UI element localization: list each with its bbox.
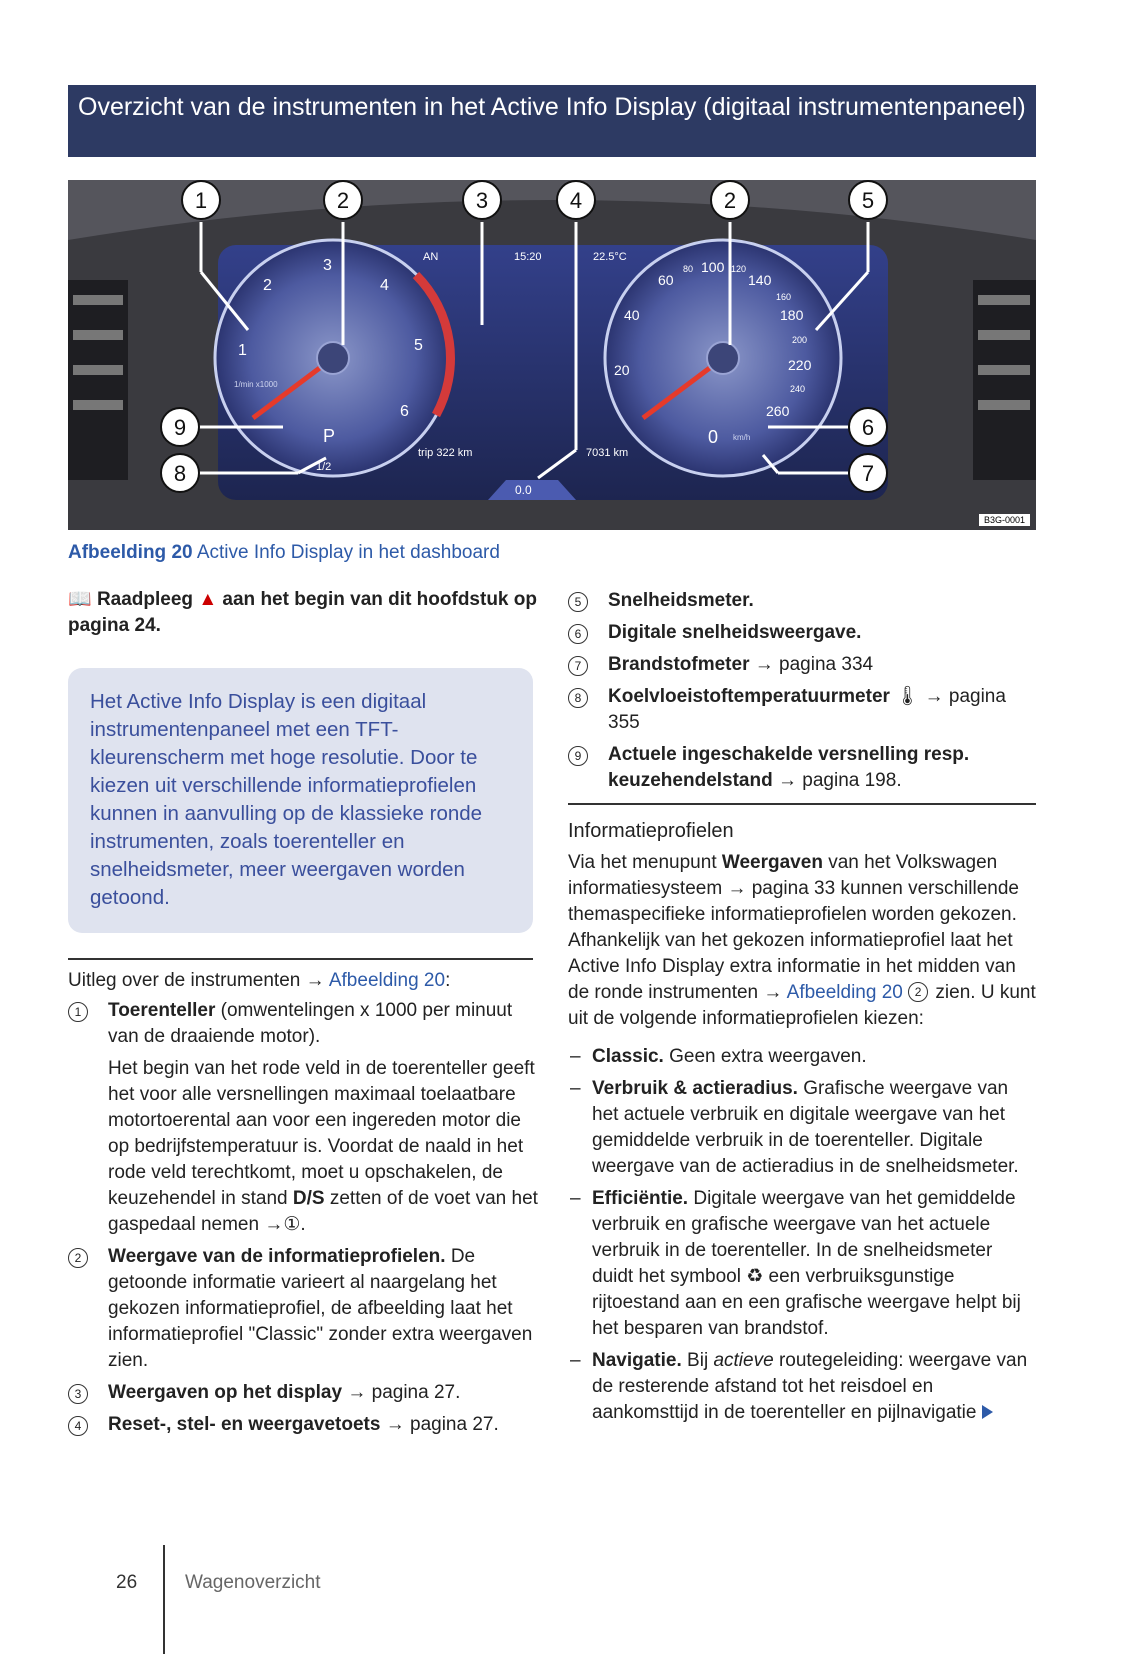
num-6-icon: 6: [568, 624, 588, 644]
speedo-tick-label: 80: [683, 264, 694, 274]
clock: 15:20: [514, 251, 542, 263]
page-number: 26: [116, 1572, 138, 1593]
speedo-tick-label: 200: [792, 335, 808, 345]
speedo-tick-label: 240: [790, 384, 806, 394]
warning-ref-icon: ①: [283, 1214, 301, 1235]
speedo-hub: [707, 342, 739, 374]
continue-arrow-icon: [982, 1405, 993, 1419]
digital-speed: 0: [708, 427, 719, 447]
list-item: 6 Digitale snelheidsweergave.: [568, 620, 1036, 646]
list-item: 5 Snelheidsmeter.: [568, 588, 1036, 614]
list-item: – Verbruik & actieradius. Grafische weergave van het actuele verbruik en digitale weergave van het gemiddelde verbruik in de toerenteller. Digitale weergave van de actieradius in de snelheidsmeter.: [568, 1076, 1036, 1180]
divider: [568, 803, 1036, 805]
speedo-tick-label: 220: [788, 357, 812, 373]
section-title: Overzicht van de instrumenten in het Active Info Display (digitaal instrumentenpaneel): [68, 85, 1036, 157]
speedo-tick-label: 40: [624, 307, 640, 323]
tacho-tick-label: 5: [414, 337, 423, 354]
book-icon: 📖: [68, 589, 92, 610]
num-5-icon: 5: [568, 592, 588, 612]
num-4-icon: 4: [68, 1416, 88, 1436]
num-2-icon: 2: [68, 1248, 88, 1268]
list-item: 1 Toerenteller (omwentelingen x 1000 per minuut van de draaiende motor).: [68, 998, 538, 1050]
callout-5: 5: [861, 188, 875, 213]
eco-icon: ♻: [746, 1266, 764, 1287]
list-item: 4 Reset-, stel- en weergavetoets → pagina 27.: [68, 1412, 538, 1438]
section-heading: Informatieprofielen: [568, 820, 734, 842]
list-item: 8 Koelvloeistoftemperatuurmeter 🌡 → pagina 355: [568, 684, 1036, 736]
section-name: Wagenoverzicht: [185, 1572, 321, 1593]
num-2-icon: 2: [908, 982, 928, 1002]
callout-3: 3: [475, 188, 489, 213]
num-7-icon: 7: [568, 656, 588, 676]
list-item: 3 Weergaven op het display → pagina 27.: [68, 1380, 538, 1406]
footer-divider: [163, 1545, 165, 1654]
coolant-temperature-icon: 🌡: [895, 686, 920, 707]
profiles-section: [568, 818, 1036, 1426]
list-item-detail: Het begin van het rode veld in de toerenteller geeft het voor alle versnellingen maximaal toelaatbare motortoerental aan voor een ingereden motor die op bedrijfstemperatuur is. Voordat de naald in het rode veld terechtkomt, moet u opschakelen, de keuzehendel in stand D/S zetten of de voet van het gaspedaal nemen →①.: [108, 1058, 538, 1235]
outside-temperature: 22.5°C: [593, 251, 627, 263]
safety-reference: [68, 587, 538, 639]
speedo-tick-label: 120: [731, 264, 747, 274]
callout-4: 4: [569, 188, 583, 213]
drive-mode: AN: [423, 251, 439, 263]
callout-7: 7: [861, 461, 875, 486]
tacho-tick-label: 1: [238, 342, 247, 359]
callout-1: 1: [194, 188, 208, 213]
callout-2: 2: [336, 188, 350, 213]
figure-link[interactable]: Afbeelding 20: [786, 982, 903, 1003]
warning-icon: ▲: [198, 589, 218, 610]
callout-8: 8: [173, 461, 187, 486]
list-item: – Efficiëntie. Digitale weergave van het gemiddelde verbruik en grafische weergave van het actuele verbruik in de toerenteller. In de snelheidsmeter duidt het symbool ♻ een verbruiksgunstige rijtoestand aan en een grafische weergave helpt bij het besparen van brandstof.: [568, 1186, 1036, 1342]
dashboard-figure: [68, 180, 1036, 530]
speedo-tick-label: 100: [701, 259, 725, 275]
figure-link[interactable]: Afbeelding 20: [328, 970, 446, 991]
list-item: 7 Brandstofmeter → pagina 334: [568, 652, 1036, 678]
callout-2b: 2: [723, 188, 737, 213]
speedo-tick-label: 60: [658, 272, 674, 288]
callout-9: 9: [173, 415, 187, 440]
speedo-tick-label: 20: [614, 362, 630, 378]
num-8-icon: 8: [568, 688, 588, 708]
reset-value: 0.0: [515, 483, 532, 497]
figure-caption: [68, 542, 500, 564]
speedo-tick-label: 260: [766, 403, 790, 419]
instrument-cluster-illustration: [68, 180, 1036, 530]
tacho-hub: [317, 342, 349, 374]
caption-label: Afbeelding 20: [68, 542, 193, 563]
list-item: – Navigatie. Bij actieve routegeleiding: weergave van de resterende afstand tot het reisdoel en aankomsttijd in de toerenteller en pijlnavigatie: [568, 1348, 1036, 1426]
num-1-icon: 1: [68, 1002, 88, 1022]
gear-indicator: P: [323, 426, 336, 446]
tacho-tick-label: 3: [323, 257, 332, 274]
list-item: 9 Actuele ingeschakelde versnelling resp. keuzehendelstand → pagina 198.: [568, 742, 1036, 794]
explanation-intro: Uitleg over de instrumenten → Afbeelding 20:: [68, 970, 451, 991]
fuel-level-label: 1/2: [316, 461, 332, 473]
speedo-unit: km/h: [733, 433, 751, 442]
left-vent: [68, 280, 128, 480]
odometer: 7031 km: [586, 447, 629, 459]
callout-6: 6: [861, 415, 875, 440]
instrument-explanation: [68, 968, 538, 1438]
trip-distance: trip 322 km: [418, 447, 473, 459]
speedo-tick-label: 180: [780, 307, 804, 323]
list-item: 2 Weergave van de informatieprofielen. De getoonde informatie varieert al naargelang het gekozen informatieprofiel, de afbeelding laat het informatieprofiel "Classic" zonder extra weergaven zien.: [68, 1244, 538, 1374]
ref-text-2: aan het begin van dit hoofdstuk op pagina 24.: [68, 589, 537, 636]
list-item: – Classic. Geen extra weergaven.: [568, 1044, 1036, 1070]
tacho-tick-label: 2: [263, 277, 272, 294]
speedo-tick-label: 140: [748, 272, 772, 288]
num-9-icon: 9: [568, 746, 588, 766]
caption-text: Active Info Display in het dashboard: [196, 542, 500, 563]
legend-list: [568, 588, 1036, 794]
divider: [68, 958, 533, 960]
figure-id: B3G-0001: [979, 514, 1030, 526]
tacho-tick-label: 4: [380, 277, 389, 294]
profiles-intro: Via het menupunt Weergaven van het Volkswagen informatiesysteem → pagina 33 kunnen verschillende themaspecifieke informatieprofielen worden gekozen. Afhankelijk van het gekozen informatieprofiel laat het Active Info Display extra informatie in het midden van de ronde instrumenten → Afbeelding 20 2 zien. U kunt uit de volgende informatieprofielen kiezen:: [568, 852, 1036, 1029]
num-3-icon: 3: [68, 1384, 88, 1404]
right-vent: [973, 280, 1036, 480]
ref-text: Raadpleeg: [96, 589, 194, 610]
tacho-tick-label: 6: [400, 403, 409, 420]
tacho-unit: 1/min x1000: [234, 380, 278, 389]
speedo-tick-label: 160: [776, 292, 792, 302]
info-box: Het Active Info Display is een digitaal instrumentenpaneel met een TFT-kleurenscherm met hoge resolutie. Door te kiezen uit verschillende informatieprofielen kunnen in aanvulling op de klassieke ronde instrumenten, zoals toerenteller en snelheidsmeter, meer weergaven worden getoond.: [68, 668, 533, 933]
